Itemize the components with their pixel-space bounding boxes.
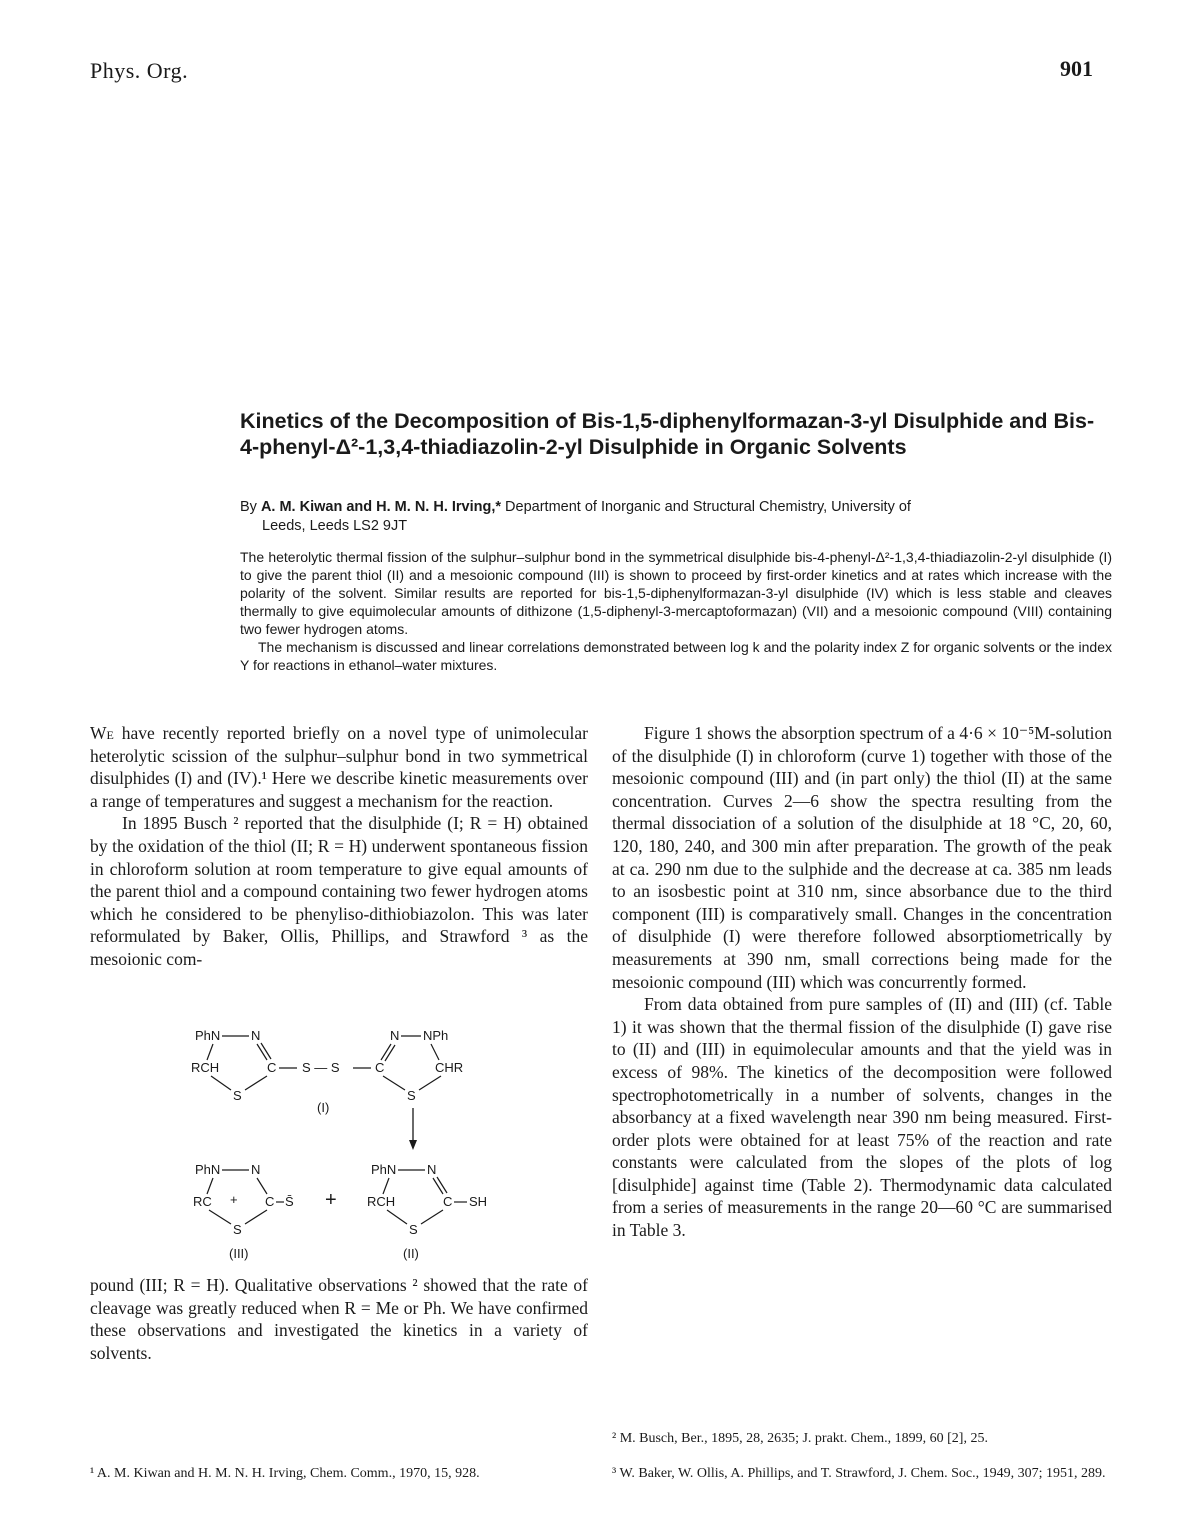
abstract-paragraph-1: The heterolytic thermal fission of the sulphur–sulphur bond in the symmetrical disulphide bis-4-phenyl-Δ²-1,3,4-thiadiazolin-2-yl disulphide (I) to give the parent thiol (II) and a mesoionic compound (III) is shown to proceed by first-order kinetics and at rates which increase with the polarity of the solvent. Similar results are reported for bis-1,5-diphenylformazan-3-yl disulphide (IV) which is less stable and cleaves thermally to give equimolecular amounts of dithizone (1,5-diphenyl-3-mercaptoformazan) (VII) and a mesoionic compound (VIII) containing two fewer hydrogen atoms. bbox=[240, 549, 1112, 637]
page-number: 901 bbox=[1060, 56, 1093, 81]
reaction-scheme-svg bbox=[185, 1026, 505, 1264]
compound-label-ii: (II) bbox=[403, 1246, 419, 1261]
mesoionic-charge: + bbox=[230, 1192, 238, 1207]
atom-s: S bbox=[233, 1222, 242, 1237]
abstract bbox=[240, 548, 1112, 674]
atom-chr: CHR bbox=[435, 1060, 464, 1075]
left-column-bottom bbox=[90, 1274, 588, 1364]
atom-phn: PhN bbox=[195, 1028, 221, 1043]
atom-rc: RC bbox=[193, 1194, 212, 1209]
footnote-2: ² M. Busch, Ber., 1895, 28, 2635; J. prakt. Chem., 1899, 60 [2], 25. bbox=[612, 1431, 988, 1446]
atom-rch: RCH bbox=[367, 1194, 396, 1209]
atom-c: C bbox=[265, 1194, 275, 1209]
affiliation-line2: Leeds, Leeds LS2 9JT bbox=[262, 518, 408, 534]
atom-c: C bbox=[267, 1060, 277, 1075]
affiliation-line1: Department of Inorganic and Structural Chemistry, University of bbox=[501, 499, 911, 515]
body-paragraph-kinetics: From data obtained from pure samples of (II) and (III) (cf. Table 1) it was shown that the thermal fission of the disulphide (I) gave rise to (II) and (III) in equimolecular amounts and that the yield was in excess of 98%. The kinetics of the decomposition were followed spectrophotometrically in a number of solvents, changes in the absorbancy at a fixed wavelength near 390 nm being measured. First-order plots were obtained for at least 75% of the reaction and rate constants were calculated from the slopes of the plots of log [disulphide] against time (Table 2). Thermodynamic data calculated from a series of measurements in the range 20—60 °C are summarised in Table 3. bbox=[612, 994, 1112, 1241]
atom-c: C bbox=[443, 1194, 453, 1209]
body-paragraph-observations: pound (III; R = H). Qualitative observations ² showed that the rate of cleavage was greatly reduced when R = Me or Ph. We have confirmed these observations and investigated the kinetics in a variety of solvents. bbox=[90, 1275, 588, 1363]
author-names: A. M. Kiwan and H. M. N. H. Irving,* bbox=[260, 499, 502, 515]
atom-phn: PhN bbox=[195, 1162, 221, 1177]
abstract-paragraph-2: The mechanism is discussed and linear correlations demonstrated between log k and the polarity index Z for organic solvents or the index Y for reactions in ethanol–water mixtures. bbox=[240, 639, 1112, 673]
atom-s: S bbox=[407, 1088, 416, 1103]
disulphide-bridge: S — S bbox=[302, 1060, 340, 1075]
footnote-3: ³ W. Baker, W. Ollis, A. Phillips, and T. Strawford, J. Chem. Soc., 1949, 307; 1951, 289. bbox=[612, 1466, 1106, 1481]
footnote-1: ¹ A. M. Kiwan and H. M. N. H. Irving, Chem. Comm., 1970, 15, 928. bbox=[90, 1466, 480, 1481]
author-block bbox=[240, 498, 1112, 536]
body-paragraph-busch: In 1895 Busch ² reported that the disulphide (I; R = H) obtained by the oxidation of the thiol (II; R = H) underwent spontaneous fission in chloroform solution at room temperature to give equal amounts of the parent thiol and a compound containing two fewer hydrogen atoms which he considered to be phenyliso-dithiobiazolon. This was later reformulated by Baker, Ollis, Phillips, and Strawford ³ as the mesoionic com- bbox=[90, 813, 588, 969]
body-paragraph-intro-text: have recently reported briefly on a novel type of unimolecular heterolytic scission of the sulphur–sulphur bond in two symmetrical disulphides (I) and (IV).¹ Here we describe kinetic measurements over a range of temperatures and suggest a mechanism for the reaction. bbox=[90, 723, 588, 811]
plus-sign: + bbox=[325, 1189, 337, 1211]
atom-s: S bbox=[233, 1088, 242, 1103]
body-paragraph-figure1: Figure 1 shows the absorption spectrum of a 4·6 × 10⁻⁵M-solution of the disulphide (I) in chloroform (curve 1) together with those of the mesoionic compound (III) and (in part only) the thiol (II) at the same concentration. Curves 2—6 show the spectra resulting from the thermal dissociation of a solution of the disulphide at 18 °C, 20, 60, 120, 180, 240, and 300 min after preparation. The growth of the peak at ca. 290 nm due to the sulphide and the decrease at ca. 385 nm leads to an isosbestic point at 310 nm, since absorbance due to the third component (III) is comparatively small. Changes in the concentration of disulphide (I) were therefore followed absorptiometrically by measurements at 390 nm, small corrections being made for the mesoionic compound (III) which was concurrently formed. bbox=[612, 723, 1112, 992]
atom-rch: RCH bbox=[191, 1060, 220, 1075]
atom-s-minus: S̄ bbox=[285, 1194, 294, 1209]
compound-label-iii: (III) bbox=[229, 1246, 249, 1261]
atom-n: N bbox=[390, 1028, 400, 1043]
compound-label-i: (I) bbox=[317, 1100, 330, 1115]
atom-phn: PhN bbox=[371, 1162, 397, 1177]
atom-s: S bbox=[409, 1222, 418, 1237]
running-head: Phys. Org. bbox=[90, 58, 189, 83]
article-title: Kinetics of the Decomposition of Bis-1,5-diphenylformazan-3-yl Disulphide and Bis-4-phenyl-Δ²-1,3,4-thiadiazolin-2-yl Disulphide in Organic Solvents bbox=[240, 409, 1095, 459]
atom-nph: NPh bbox=[423, 1028, 449, 1043]
authors-prefix: By bbox=[240, 499, 261, 515]
atom-c: C bbox=[375, 1060, 385, 1075]
reaction-scheme bbox=[185, 1026, 505, 1264]
right-column bbox=[612, 722, 1112, 1242]
left-column-top bbox=[90, 722, 588, 971]
drop-cap-word: We bbox=[90, 723, 114, 743]
atom-n: N bbox=[427, 1162, 437, 1177]
atom-n: N bbox=[251, 1162, 261, 1177]
atom-n: N bbox=[251, 1028, 261, 1043]
body-paragraph-intro bbox=[90, 722, 588, 812]
atom-sh: SH bbox=[469, 1194, 488, 1209]
